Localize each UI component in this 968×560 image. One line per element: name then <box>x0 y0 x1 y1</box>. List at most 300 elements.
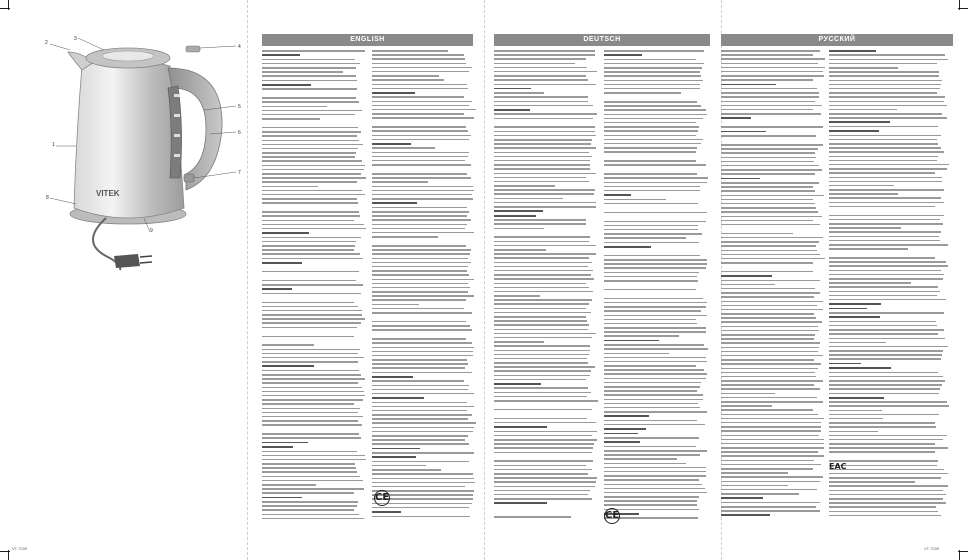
text-line <box>372 448 420 450</box>
text-line <box>721 54 813 56</box>
text-line <box>604 415 649 417</box>
panel-header-deutsch: DEUTSCH <box>494 34 710 46</box>
text-line <box>262 228 366 230</box>
text-line <box>721 203 815 205</box>
text-column-russian-2 <box>829 50 949 520</box>
text-line <box>372 152 469 154</box>
text-line <box>604 212 707 214</box>
text-line <box>494 54 595 56</box>
text-line <box>494 67 587 69</box>
text-line <box>721 288 815 290</box>
text-line <box>372 295 474 297</box>
text-line <box>372 202 417 204</box>
footer-code: VT-7039 <box>12 546 28 551</box>
text-line <box>829 338 945 340</box>
text-line <box>829 393 939 395</box>
crop-mark <box>959 550 960 560</box>
text-line <box>494 383 541 385</box>
text-line <box>494 375 590 377</box>
text-line <box>604 88 700 90</box>
text-line <box>372 478 474 480</box>
text-line <box>604 479 699 481</box>
text-line <box>372 135 471 137</box>
text-line <box>262 198 357 200</box>
text-line <box>372 338 466 340</box>
text-line <box>829 278 943 280</box>
text-line <box>372 215 467 217</box>
text-line <box>829 358 941 360</box>
text-line <box>829 63 937 65</box>
text-line <box>721 485 788 487</box>
text-line <box>262 505 357 507</box>
text-line <box>721 186 813 188</box>
text-line <box>829 59 948 61</box>
text-line <box>721 292 820 294</box>
text-line <box>721 152 815 154</box>
text-line <box>721 401 823 403</box>
text-line <box>829 71 939 73</box>
text-line <box>829 372 938 374</box>
text-line <box>829 295 937 297</box>
text-line <box>494 189 595 191</box>
text-line <box>829 511 938 513</box>
text-line <box>372 439 465 441</box>
text-line <box>494 241 589 243</box>
text-line <box>262 118 320 120</box>
text-line <box>494 202 596 204</box>
text-line <box>604 173 697 175</box>
callout-number: 6 <box>238 130 241 136</box>
text-line <box>829 219 940 221</box>
text-line <box>262 353 358 355</box>
callout-number: 9 <box>150 228 153 234</box>
text-line <box>372 253 470 255</box>
text-line <box>721 380 823 382</box>
text-line <box>721 313 814 315</box>
text-line <box>604 327 706 329</box>
text-line <box>721 131 766 133</box>
text-line <box>604 492 707 494</box>
text-line <box>372 84 467 86</box>
text-line <box>604 500 697 502</box>
text-line <box>721 250 817 252</box>
text-line <box>494 101 588 103</box>
text-line <box>494 262 592 264</box>
text-line <box>262 84 311 86</box>
text-line <box>262 169 364 171</box>
text-line <box>721 58 825 60</box>
text-line <box>721 472 788 474</box>
text-line <box>829 342 886 344</box>
text-line <box>829 456 949 458</box>
text-line <box>494 185 555 187</box>
text-line <box>372 164 471 166</box>
text-line <box>372 304 419 306</box>
text-line <box>262 514 359 516</box>
text-line <box>494 113 597 115</box>
text-line <box>494 370 591 372</box>
text-line <box>829 75 939 77</box>
text-line <box>494 312 591 314</box>
text-line <box>262 160 362 162</box>
text-line <box>604 54 642 56</box>
text-line <box>604 139 703 141</box>
text-line <box>604 263 707 265</box>
text-line <box>262 140 359 142</box>
text-line <box>721 460 814 462</box>
text-line <box>604 394 703 396</box>
text-line <box>494 409 592 411</box>
text-line <box>372 173 467 175</box>
text-line <box>262 387 362 389</box>
text-line <box>721 67 825 69</box>
text-line <box>494 477 597 479</box>
text-line <box>604 190 700 192</box>
text-line <box>494 404 598 406</box>
text-line <box>829 265 948 267</box>
text-line <box>372 397 424 399</box>
text-line <box>494 350 590 352</box>
text-line <box>604 378 706 380</box>
text-line <box>494 337 592 339</box>
text-line <box>604 386 700 388</box>
text-line <box>262 327 357 329</box>
text-line <box>262 492 354 494</box>
text-line <box>372 156 468 158</box>
text-line <box>262 310 362 312</box>
callout-number: 4 <box>238 44 241 50</box>
text-line <box>494 177 586 179</box>
text-line <box>262 446 293 448</box>
text-line <box>604 237 686 239</box>
text-line <box>721 262 813 264</box>
text-line <box>721 347 819 349</box>
text-line <box>604 194 631 196</box>
text-line <box>829 96 945 98</box>
text-line <box>604 315 707 317</box>
text-line <box>721 376 816 378</box>
text-line <box>721 178 760 180</box>
text-line <box>494 486 595 488</box>
text-line <box>604 246 651 248</box>
text-line <box>721 330 819 332</box>
text-line <box>604 63 704 65</box>
text-line <box>494 291 593 293</box>
text-line <box>721 372 815 374</box>
text-line <box>721 216 822 218</box>
text-line <box>372 236 438 238</box>
text-line <box>829 502 946 504</box>
text-line <box>604 488 705 490</box>
text-line <box>604 331 706 333</box>
text-line <box>829 50 876 52</box>
text-line <box>829 172 935 174</box>
text-line <box>262 110 362 112</box>
text-line <box>604 446 696 448</box>
text-line <box>262 412 358 414</box>
text-line <box>262 156 355 158</box>
text-line <box>494 210 543 212</box>
text-line <box>494 126 595 128</box>
text-line <box>604 169 708 171</box>
text-line <box>262 241 356 243</box>
text-line <box>262 340 366 342</box>
text-line <box>494 439 597 441</box>
text-line <box>829 101 944 103</box>
text-line <box>494 320 587 322</box>
text-line <box>494 295 540 297</box>
text-line <box>721 510 820 512</box>
text-line <box>262 374 361 376</box>
text-line <box>604 126 699 128</box>
text-line <box>494 223 586 225</box>
text-line <box>372 321 466 323</box>
text-line <box>829 401 947 403</box>
text-line <box>262 322 361 324</box>
text-line <box>604 203 698 205</box>
text-line <box>721 338 814 340</box>
text-line <box>262 437 361 439</box>
text-line <box>494 139 592 141</box>
callout-number: 7 <box>238 170 241 176</box>
text-line <box>721 237 823 239</box>
text-line <box>721 418 824 420</box>
text-line <box>829 240 940 242</box>
text-line <box>829 92 937 94</box>
text-line <box>721 84 776 86</box>
text-line <box>372 422 476 424</box>
text-line <box>721 50 820 52</box>
text-line <box>604 467 706 469</box>
text-line <box>721 393 775 395</box>
text-line <box>721 439 824 441</box>
text-line <box>721 173 815 175</box>
text-line <box>721 211 818 213</box>
text-line <box>721 117 751 119</box>
text-line <box>262 232 309 234</box>
text-line <box>262 395 365 397</box>
text-line <box>829 126 938 128</box>
text-line <box>372 245 466 247</box>
text-line <box>372 291 468 293</box>
text-line <box>829 270 941 272</box>
text-line <box>262 144 363 146</box>
text-line <box>604 96 708 98</box>
text-line <box>372 92 415 94</box>
text-line <box>829 384 942 386</box>
text-line <box>262 480 363 482</box>
text-line <box>721 135 816 137</box>
text-line <box>494 84 596 86</box>
text-column-deutsch-2 <box>604 50 708 520</box>
text-line <box>262 501 358 503</box>
text-line <box>494 58 586 60</box>
text-line <box>721 148 818 150</box>
text-line <box>262 127 358 129</box>
text-line <box>721 355 823 357</box>
text-line <box>829 121 890 123</box>
text-line <box>372 232 474 234</box>
text-line <box>494 105 593 107</box>
text-line <box>829 84 941 86</box>
text-line <box>721 284 775 286</box>
text-line <box>372 418 468 420</box>
text-line <box>829 498 943 500</box>
text-line <box>494 193 594 195</box>
text-line <box>721 245 816 247</box>
text-line <box>604 373 707 375</box>
text-column-english-1 <box>262 50 366 520</box>
text-line <box>494 308 586 310</box>
text-line <box>829 494 946 496</box>
crop-mark <box>8 0 9 10</box>
text-line <box>494 118 593 120</box>
text-line <box>494 387 588 389</box>
text-line <box>829 156 938 158</box>
text-line <box>372 262 471 264</box>
text-line <box>721 105 822 107</box>
text-line <box>829 164 949 166</box>
text-line <box>494 418 587 420</box>
text-line <box>829 299 946 301</box>
text-line <box>262 442 308 444</box>
text-line <box>262 186 318 188</box>
text-line <box>262 484 316 486</box>
text-line <box>262 509 354 511</box>
text-line <box>604 242 699 244</box>
callout-number: 8 <box>46 195 49 201</box>
text-line <box>372 54 464 56</box>
text-line <box>262 284 363 286</box>
text-line <box>829 113 942 115</box>
text-line <box>721 368 818 370</box>
text-line <box>372 486 465 488</box>
text-line <box>262 349 360 351</box>
text-line <box>829 451 935 453</box>
text-line <box>721 190 815 192</box>
text-line <box>829 135 941 137</box>
text-line <box>721 493 799 495</box>
text-line <box>604 67 702 69</box>
text-line <box>262 471 357 473</box>
text-line <box>829 515 941 517</box>
text-line <box>372 228 465 230</box>
text-line <box>829 316 880 318</box>
text-line <box>372 186 473 188</box>
text-line <box>372 160 465 162</box>
text-line <box>262 194 365 196</box>
text-line <box>721 71 823 73</box>
text-line <box>494 460 593 462</box>
text-line <box>262 399 363 401</box>
text-line <box>604 310 701 312</box>
text-line <box>721 506 816 508</box>
text-line <box>494 88 531 90</box>
text-line <box>262 403 354 405</box>
text-line <box>262 202 358 204</box>
text-line <box>604 411 707 413</box>
text-line <box>829 215 944 217</box>
callout-number: 2 <box>45 40 48 46</box>
text-line <box>604 348 708 350</box>
text-line <box>262 455 365 457</box>
text-line <box>372 240 476 242</box>
text-line <box>721 359 814 361</box>
text-line <box>262 207 366 209</box>
text-line <box>721 309 823 311</box>
text-line <box>604 250 708 252</box>
text-line <box>372 414 472 416</box>
text-line <box>494 303 589 305</box>
text-line <box>829 477 941 479</box>
text-line <box>372 147 435 149</box>
text-line <box>721 161 814 163</box>
text-line <box>829 333 938 335</box>
text-line <box>372 355 473 357</box>
text-line <box>262 280 356 282</box>
text-line <box>604 207 708 209</box>
text-line <box>262 152 356 154</box>
text-line <box>262 428 366 430</box>
text-line <box>721 397 817 399</box>
text-column-deutsch-1 <box>494 50 598 520</box>
text-line <box>372 139 469 141</box>
text-line <box>721 388 820 390</box>
text-line <box>494 379 586 381</box>
text-line <box>829 490 943 492</box>
text-line <box>721 271 813 273</box>
text-line <box>494 228 544 230</box>
text-line <box>604 92 681 94</box>
text-line <box>372 507 469 509</box>
text-line <box>604 259 707 261</box>
text-line <box>262 302 354 304</box>
text-line <box>604 177 708 179</box>
text-line <box>829 422 935 424</box>
fold-line <box>247 0 248 560</box>
text-line <box>604 272 699 274</box>
callout-number: 3 <box>74 36 77 42</box>
text-line <box>372 270 467 272</box>
text-line <box>372 75 439 77</box>
text-line <box>372 389 468 391</box>
callout-number: 5 <box>238 104 241 110</box>
text-line <box>372 101 472 103</box>
text-line <box>604 441 640 443</box>
text-line <box>829 388 940 390</box>
text-line <box>372 316 476 318</box>
text-line <box>721 275 772 277</box>
text-line <box>494 92 544 94</box>
text-line <box>372 130 468 132</box>
text-line <box>372 456 416 458</box>
text-line <box>494 232 598 234</box>
text-line <box>494 278 594 280</box>
text-line <box>262 211 359 213</box>
text-line <box>829 130 879 132</box>
text-line <box>604 319 696 321</box>
text-line <box>721 414 818 416</box>
text-line <box>721 101 815 103</box>
text-line <box>494 481 596 483</box>
text-line <box>494 498 592 500</box>
text-line <box>829 321 936 323</box>
text-line <box>604 399 703 401</box>
text-line <box>262 331 366 333</box>
text-line <box>372 329 472 331</box>
text-line <box>604 475 706 477</box>
text-line <box>721 109 813 111</box>
